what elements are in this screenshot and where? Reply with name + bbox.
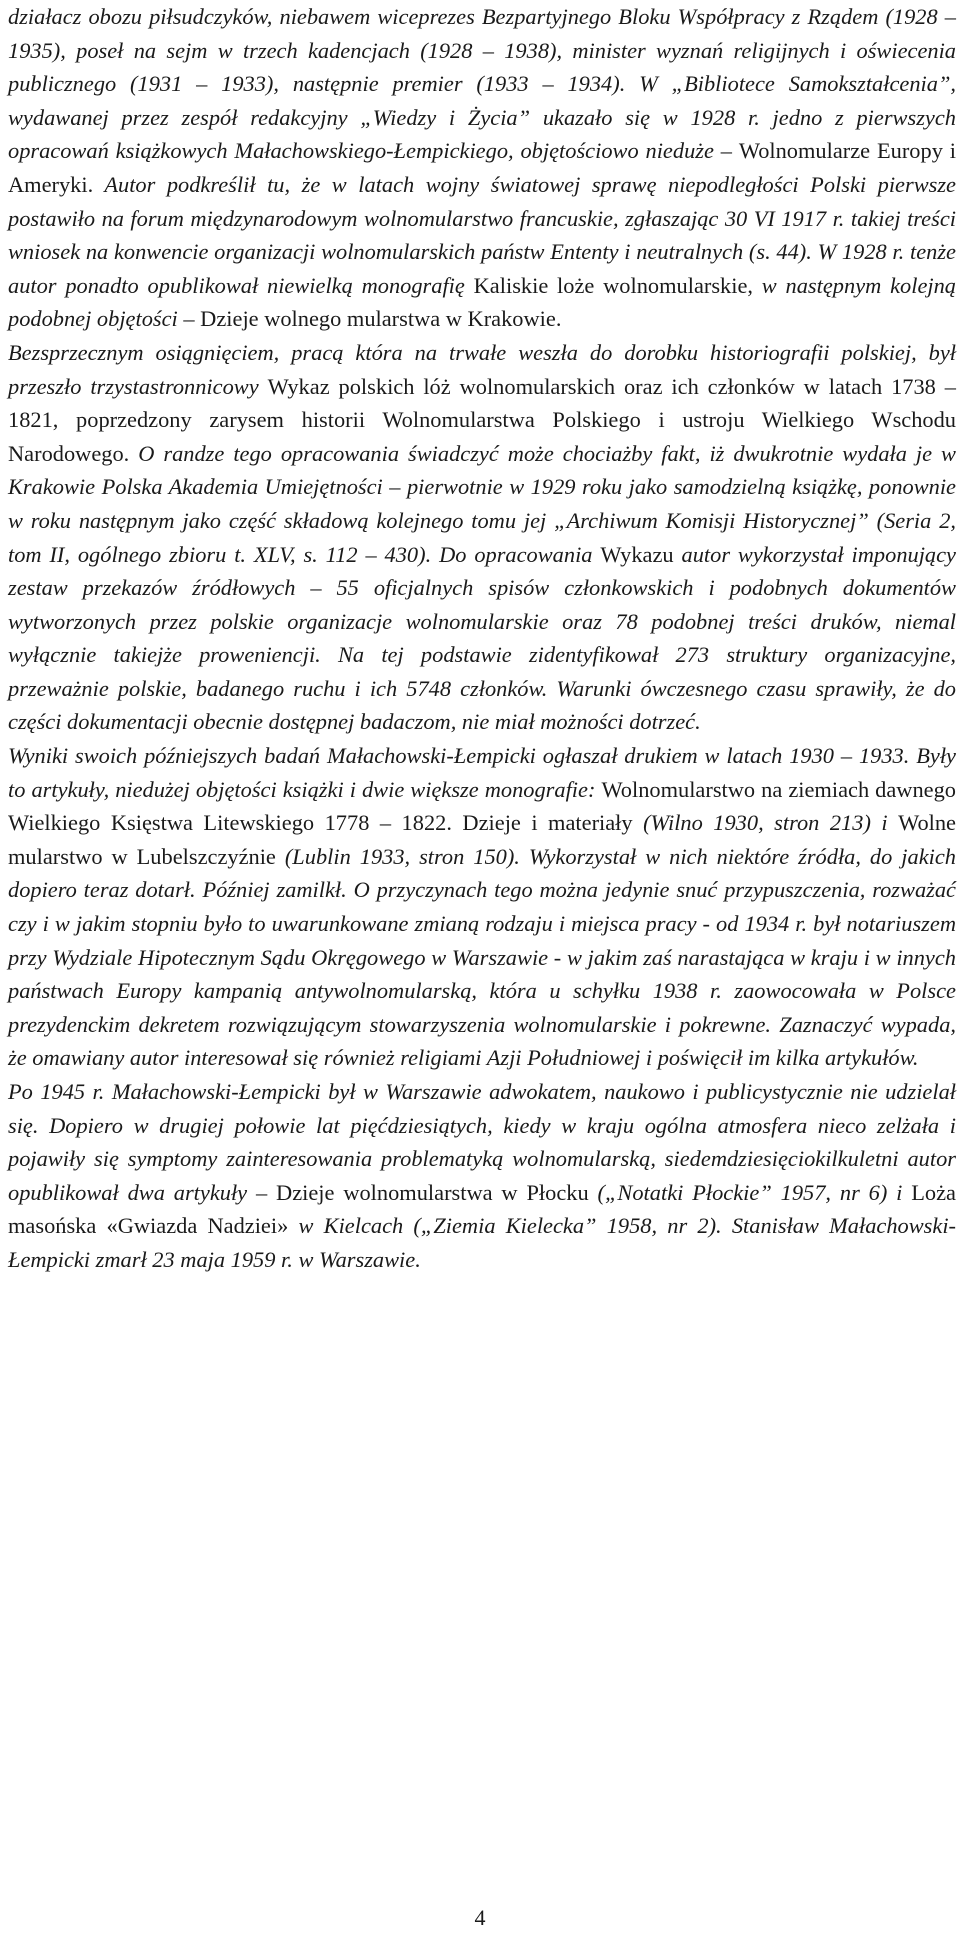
- text-run: („Notatki Płockie” 1957, nr 6) i: [588, 1179, 912, 1205]
- title-run: Wolnomularze Europy i Ameryki.: [8, 138, 956, 197]
- document-page: [8, 0, 956, 1277]
- title-run: Loża masońska «Gwiazda Nadziei»: [8, 1179, 956, 1239]
- text-run: autor wykorzystał imponujący zestaw przekazów źródłowych – 55 oficjalnych spisów członkowskich i podobnych dokumentów wytworzonych przez polskie organizacje wolnomularskie oraz 78 podobnej treści druków, niemal wyłącznie takiejże proweniencji. Na tej podstawie zidentyfikował 273 struktury organizacyjne, przeważnie polskie, badanego ruchu i ich 5748 członków. Warunki ówczesnego czasu sprawiły, że do części dokumentacji obecnie dostępnej badaczom, nie miał możności dotrzeć.: [8, 541, 956, 735]
- text-run: Bezsprzecznym osiągnięciem, pracą która na trwałe weszła do dorobku historiografii polskiej, był przeszło trzystastronnicowy: [8, 339, 956, 399]
- text-run: (Wilno 1930, stron 213) i: [632, 810, 899, 836]
- paragraph-2: [8, 336, 956, 739]
- title-run: Wykaz polskich lóż wolnomularskich oraz ich członków w latach 1738 – 1821, poprzedzony zarysem historii Wolnomularstwa Polskiego i ustroju Wielkiego Wschodu Narodowego.: [8, 373, 956, 466]
- title-run: Dzieje wolnomularstwa w Płocku: [276, 1179, 589, 1205]
- paragraph-4: [8, 1075, 956, 1277]
- title-run: Wykazu: [600, 541, 674, 567]
- title-run: Wolnomularstwo na ziemiach dawnego Wielkiego Księstwa Litewskiego 1778 – 1822. Dzieje i materiały: [8, 776, 956, 836]
- page-number: 4: [474, 1905, 486, 1930]
- text-run: Wyniki swoich późniejszych badań Małachowski-Łempicki ogłaszał drukiem w latach 1930 – 1933. Były to artykuły, niedużej objętości książki i dwie większe monografie:: [8, 743, 956, 802]
- text-run: w następnym kolejną podobnej objętości –: [8, 272, 956, 332]
- title-run: Dzieje wolnego mularstwa w Krakowie.: [200, 306, 562, 332]
- text-run: Autor podkreślił tu, że w latach wojny światowej sprawę niepodległości Polski pierwsze postawiło na forum międzynarodowym wolnomularstwo francuskie, zgłaszając 30 VI 1917 r. takiej treści wniosek na konwencie organizacji wolnomularskich państw Ententy i neutralnych (s. 44). W 1928 r. tenże autor ponadto opublikował niewielką monografię: [8, 171, 956, 298]
- title-run: Wolne mularstwo w Lubelszczyźnie: [8, 810, 956, 869]
- text-run: działacz obozu piłsudczyków, niebawem wiceprezes Bezpartyjnego Bloku Współpracy z Rządem (1928 – 1935), poseł na sejm w trzech kadencjach (1928 – 1938), minister wyznań religijnych i oświecenia publicznego (1931 – 1933), następnie premier (1933 – 1934). W „Bibliotece Samokształcenia”, wydawanej przez zespół redakcyjny „Wiedzy i Życia” ukazało się w 1928 r. jedno z pierwszych opracowań książkowych Małachowskiego-Łempickiego, objętościowo nieduże –: [8, 4, 956, 164]
- text-run: Po 1945 r. Małachowski-Łempicki był w Warszawie adwokatem, naukowo i publicystycznie nie udzielał się. Dopiero w drugiej połowie lat pięćdziesiątych, kiedy w kraju ogólna atmosfera nieco zelżała i pojawiły się symptomy zainteresowania problematyką wolnomularską, siedemdziesięciokilkuletni autor opublikował dwa artykuły –: [8, 1079, 956, 1205]
- text-run: w Kielcach („Ziemia Kielecka” 1958, nr 2). Stanisław Małachowski-Łempicki zmarł 23 maja 1959 r. w Warszawie.: [8, 1213, 956, 1272]
- text-run: (Lublin 1933, stron 150). Wykorzystał w nich niektóre źródła, do jakich dopiero teraz dotarł. Później zamilkł. O przyczynach tego można jedynie snuć przypuszczenia, rozważać czy i w jakim stopniu było to uwarunkowane zmianą rodzaju i miejsca pracy - od 1934 r. był notariuszem przy Wydziale Hipotecznym Sądu Okręgowego w Warszawie - w jakim zaś narastająca w kraju i w innych państwach Europy kampanią antywolnomularską, która u schyłku 1938 r. zaowocowała w Polsce prezydenckim dekretem rozwiązującym stowarzyszenia wolnomularskie i pokrewne. Zaznaczyć wypada, że omawiany autor interesował się również religiami Azji Południowej i poświęcił im kilka artykułów.: [8, 843, 956, 1071]
- paragraph-3: [8, 739, 956, 1075]
- paragraph-1: [8, 0, 956, 336]
- text-run: O randze tego opracowania świadczyć może chociażby fakt, iż dwukrotnie wydała je w Krakowie Polska Akademia Umiejętności – pierwotnie w 1929 roku jako samodzielną książkę, ponownie w roku następnym jako część składową kolejnego tomu jej „Archiwum Komisji Historycznej” (Seria 2, tom II, ogólnego zbioru t. XLV, s. 112 – 430). Do opracowania: [8, 440, 956, 567]
- title-run: Kaliskie loże wolnomularskie,: [473, 272, 754, 298]
